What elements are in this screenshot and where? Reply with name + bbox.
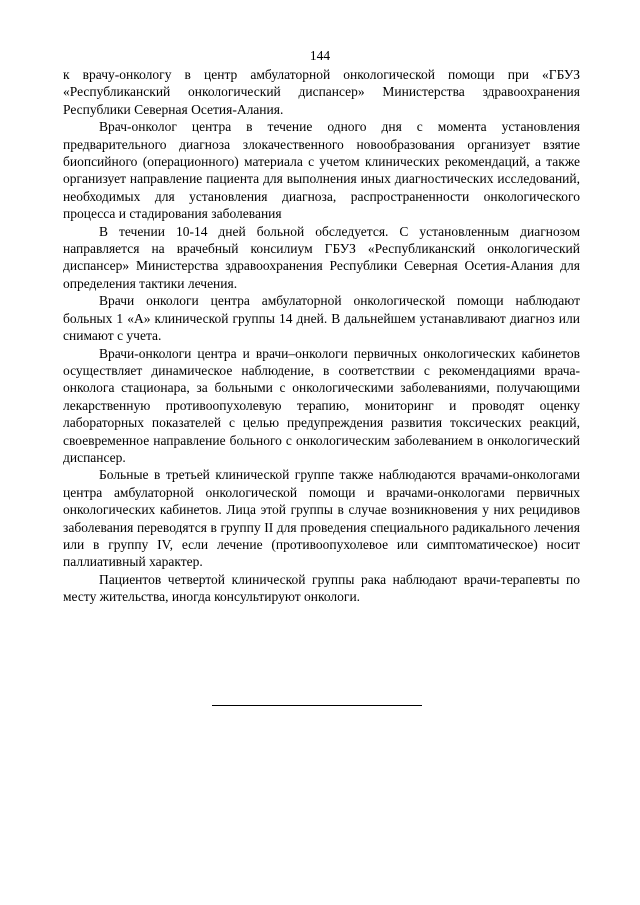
paragraph-third-group: Больные в третьей клинической группе также наблюдаются врачами-онкологами центра амбулаторной онкологической помощи и врачами-онкологами первичных онкологических кабинетов. Лица этой группы в случае возникновения у них рецидивов заболевания переводятся в группу II для проведения специального радикального лечения или в группу IV, если лечение (противоопухолевое или симптоматическое) носит паллиативный характер. bbox=[63, 467, 580, 570]
paragraph-oncologist-duties: Врач-онколог центра в течение одного дня с момента установления предварительного диагноза злокачественного новообразования организует взятие биопсийного (операционного) материала с учетом клинических рекомендаций, а также организует направление пациента для выполнения иных диагностических исследований, необходимых для установления диагноза, распространенности онкологического процесса и стадирования заболевания bbox=[63, 119, 580, 222]
paragraph-fourth-group: Пациентов четвертой клинической группы рака наблюдают врачи-терапевты по месту жительства, иногда консультируют онкологи. bbox=[63, 571, 580, 605]
document-body bbox=[63, 66, 580, 606]
paragraph-examination-period: В течении 10-14 дней больной обследуется. С установленным диагнозом направляется на врачебный консилиум ГБУЗ «Республиканский онкологический диспансер» Министерства здравоохранения Республики Северная Осетия-Алания для определения тактики лечения. bbox=[63, 223, 580, 291]
separator-line bbox=[212, 705, 422, 706]
page-number: 144 bbox=[309, 48, 331, 63]
paragraph-dynamic-observation: Врачи-онкологи центра и врачи–онкологи первичных онкологических кабинетов осуществляет динамическое наблюдение, в соответствии с рекомендациями врача-онколога стационара, за больными с онкологическими заболеваниями, получающими лекарственную противоопухолевую терапию, мониторинг и проводят оценку лабораторных показателей с целью предупреждения развития токсических реакций, своевременное направление больного с онкологическим заболеванием в онкологический диспансер. bbox=[63, 345, 580, 465]
paragraph-group-1a-observation: Врачи онкологи центра амбулаторной онкологической помощи наблюдают больных 1 «А» клинической группы 14 дней. В дальнейшем устанавливают диагноз или снимают с учета. bbox=[63, 293, 580, 344]
paragraph-continuation: к врачу-онкологу в центр амбулаторной онкологической помощи при «ГБУЗ «Республиканский онкологический диспансер» Министерства здравоохранения Республики Северная Осетия-Алания. bbox=[63, 67, 580, 117]
